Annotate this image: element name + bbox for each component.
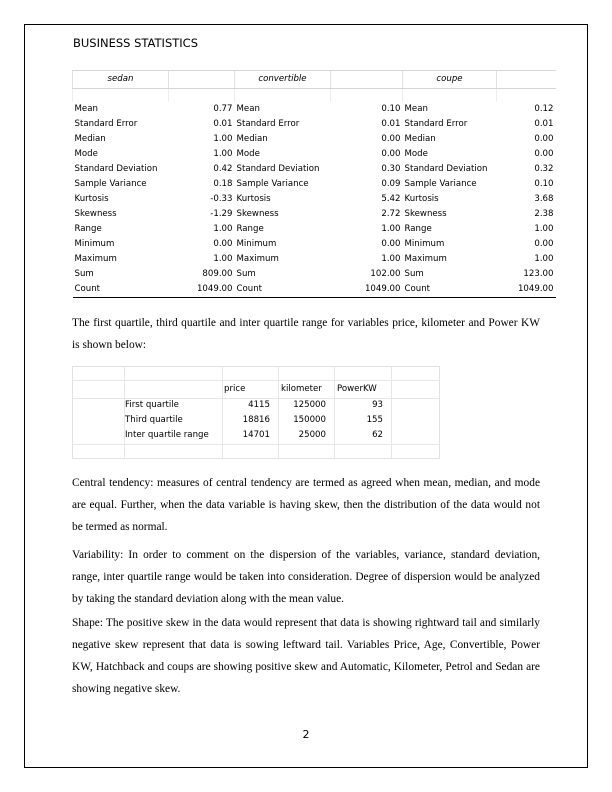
quartile-value: 125000	[293, 400, 326, 410]
stats-row	[73, 192, 556, 207]
stat-value-coupe: 0.32	[534, 164, 554, 174]
central-tendency-paragraph: Central tendency: measures of central tendency are termed as agreed when mean, median, and mode are equal. Further, when the data variable is having skew, then the distribution of the data would not be termed as normal.	[72, 477, 540, 533]
stat-label: Sum	[236, 269, 256, 279]
stat-value-sedan: 0.00	[213, 239, 233, 249]
stats-row	[73, 282, 556, 298]
group-header-convertible: convertible	[235, 71, 331, 89]
stat-value-coupe: 1.00	[534, 254, 554, 264]
stat-label: Minimum	[236, 239, 277, 249]
stat-value-sedan: 1049.00	[169, 282, 235, 298]
stat-label: Mean	[74, 104, 98, 114]
stat-value-coupe: 0.01	[534, 119, 554, 129]
stat-value-coupe: 0.12	[534, 104, 554, 114]
stats-row	[73, 102, 556, 117]
stat-label: Minimum	[74, 239, 115, 249]
stat-label: Mean	[236, 104, 260, 114]
stat-label: Maximum	[236, 254, 279, 264]
stat-value-convertible: 0.01	[381, 119, 401, 129]
stat-value-sedan: 1.00	[213, 149, 233, 159]
stat-value-convertible: 5.42	[381, 194, 401, 204]
stats-row	[73, 207, 556, 222]
intro-paragraph: The first quartile, third quartile and inter quartile range for variables price, kilometer and Power KW is shown below:	[72, 317, 540, 351]
stat-value-sedan: -1.29	[210, 209, 233, 219]
stat-label: Kurtosis	[404, 194, 439, 204]
stat-value-sedan: 0.18	[213, 179, 233, 189]
stat-label: Maximum	[404, 254, 447, 264]
stat-value-convertible: 1049.00	[331, 282, 403, 298]
stat-value-coupe: 123.00	[523, 269, 554, 279]
stat-label: Count	[235, 282, 331, 298]
stat-label: Range	[404, 224, 432, 234]
stat-label: Standard Deviation	[236, 164, 320, 174]
page-number: 2	[302, 728, 310, 741]
stat-label: Median	[74, 134, 106, 144]
stat-value-coupe: 2.38	[534, 209, 554, 219]
quartile-value: 155	[366, 415, 383, 425]
stat-label: Maximum	[74, 254, 117, 264]
stats-row	[73, 162, 556, 177]
quartile-col-header: PowerKW	[337, 384, 377, 394]
stat-label: Mode	[236, 149, 260, 159]
stats-row	[73, 117, 556, 132]
stat-value-sedan: 0.77	[213, 104, 233, 114]
stat-value-sedan: 1.00	[213, 254, 233, 264]
stat-value-coupe: 0.10	[534, 179, 554, 189]
stats-row	[73, 132, 556, 147]
stat-label: Count	[403, 282, 497, 298]
stat-value-coupe: 0.00	[534, 134, 554, 144]
stat-label: Range	[236, 224, 264, 234]
quartile-row-label: Third quartile	[125, 415, 183, 425]
stats-row	[73, 252, 556, 267]
stat-value-coupe: 0.00	[534, 239, 554, 249]
stat-label: Mean	[404, 104, 428, 114]
stats-row	[73, 222, 556, 237]
group-header-sedan: sedan	[73, 71, 169, 89]
shape-paragraph: Shape: The positive skew in the data would represent that data is showing rightward tail and similarly negative skew represent that data is sowing leftward tail. Variables Price, Age, Convertible, Power KW, Hatchback and coups are showing positive skew and Automatic, Kilometer, Petrol and Sedan are showing negative skew.	[72, 617, 540, 695]
stat-value-convertible: 0.00	[381, 149, 401, 159]
descriptive-stats-table	[72, 70, 556, 298]
stats-row	[73, 237, 556, 252]
stat-label: Skewness	[236, 209, 279, 219]
stat-label: Standard Error	[236, 119, 300, 129]
stat-label: Range	[74, 224, 102, 234]
stat-value-sedan: 1.00	[213, 134, 233, 144]
stat-value-coupe: 1049.00	[497, 282, 556, 298]
stat-value-convertible: 0.30	[381, 164, 401, 174]
stat-label: Mode	[404, 149, 428, 159]
stat-value-convertible: 0.00	[381, 239, 401, 249]
stat-value-sedan: 1.00	[213, 224, 233, 234]
quartile-row-label: First quartile	[125, 400, 179, 410]
quartile-table	[72, 366, 440, 459]
stat-label: Mode	[74, 149, 98, 159]
stats-row	[73, 267, 556, 282]
stat-value-convertible: 0.10	[381, 104, 401, 114]
quartile-col-header: kilometer	[281, 384, 322, 394]
stat-label: Skewness	[404, 209, 447, 219]
stat-label: Median	[236, 134, 268, 144]
stat-label: Kurtosis	[74, 194, 109, 204]
stat-value-sedan: 0.01	[213, 119, 233, 129]
stats-row	[73, 177, 556, 192]
quartile-value: 25000	[298, 430, 326, 440]
stat-value-convertible: 2.72	[381, 209, 401, 219]
stat-label: Skewness	[74, 209, 117, 219]
stats-spacer-row	[73, 89, 556, 103]
header-title: BUSINESS STATISTICS	[73, 36, 198, 50]
quartile-value: 4115	[248, 400, 270, 410]
quartile-value: 150000	[293, 415, 326, 425]
stats-header-row	[73, 71, 556, 89]
stat-label: Sum	[74, 269, 94, 279]
quartile-value: 14701	[242, 430, 270, 440]
stat-value-coupe: 1.00	[534, 224, 554, 234]
stat-label: Count	[73, 282, 169, 298]
stat-value-sedan: 809.00	[202, 269, 233, 279]
stat-value-convertible: 0.00	[381, 134, 401, 144]
stat-label: Standard Error	[404, 119, 468, 129]
quartile-value: 93	[372, 400, 383, 410]
stat-value-convertible: 102.00	[370, 269, 401, 279]
quartile-value: 18816	[242, 415, 270, 425]
stat-value-convertible: 1.00	[381, 254, 401, 264]
stat-label: Sample Variance	[236, 179, 309, 189]
stat-label: Standard Error	[74, 119, 138, 129]
group-header-coupe: coupe	[403, 71, 497, 89]
quartile-col-header: price	[224, 384, 246, 394]
variability-paragraph: Variability: In order to comment on the dispersion of the variables, variance, standard deviation, range, inter quartile range would be taken into consideration. Degree of dispersion would be analyzed by taking the standard deviation along with the mean value.	[72, 549, 540, 605]
stat-label: Sample Variance	[74, 179, 147, 189]
stat-value-coupe: 0.00	[534, 149, 554, 159]
stat-label: Median	[404, 134, 436, 144]
stat-label: Kurtosis	[236, 194, 271, 204]
stat-value-coupe: 3.68	[534, 194, 554, 204]
stat-label: Sample Variance	[404, 179, 477, 189]
stat-label: Standard Deviation	[404, 164, 488, 174]
stat-label: Minimum	[404, 239, 445, 249]
stat-value-convertible: 0.09	[381, 179, 401, 189]
stats-row	[73, 147, 556, 162]
quartile-row-label: Inter quartile range	[125, 430, 209, 440]
stat-label: Sum	[404, 269, 424, 279]
stat-value-convertible: 1.00	[381, 224, 401, 234]
stat-value-sedan: 0.42	[213, 164, 233, 174]
stat-value-sedan: -0.33	[210, 194, 233, 204]
quartile-value: 62	[372, 430, 383, 440]
stat-label: Standard Deviation	[74, 164, 158, 174]
